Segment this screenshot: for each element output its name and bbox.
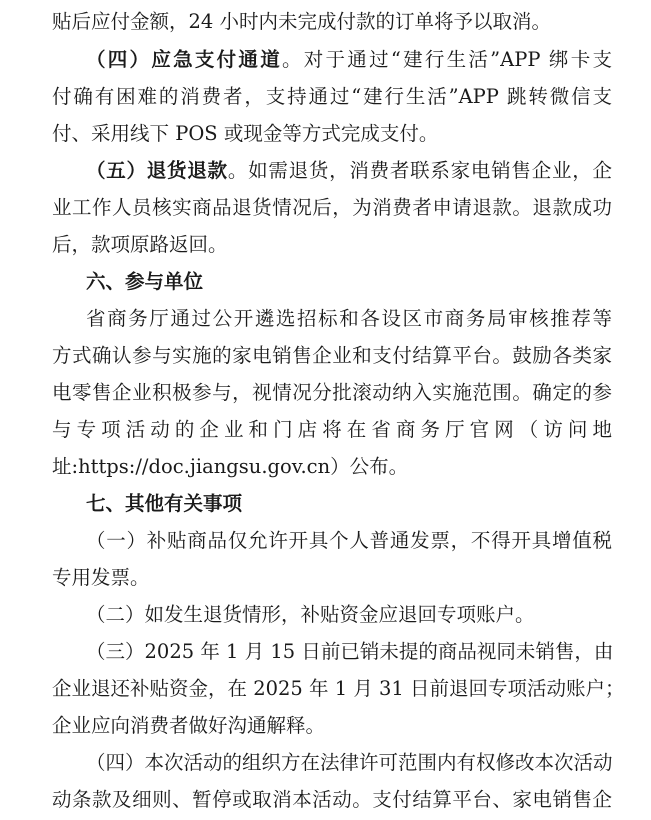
paragraph-line: 动条款及细则、暂停或取消本活动。支付结算平台、家电销售企 (52, 788, 612, 811)
paragraph-line: 企业退还补贴资金，在 2025 年 1 月 31 日前退回专项活动账户； (52, 677, 625, 700)
section-heading: 七、其他有关事项 (86, 492, 243, 515)
paragraph-line: （二）如发生退货情形，补贴资金应退回专项账户。 (86, 603, 535, 626)
paragraph-line: 省商务厅通过公开遴选招标和各设区市商务局审核推荐等 (86, 307, 612, 330)
paragraph-line: 专用发票。 (52, 566, 150, 589)
paragraph-line: 付、采用线下 POS 或现金等方式完成支付。 (52, 122, 439, 145)
paragraph-line: （四）本次活动的组织方在法律许可范围内有权修改本次活动 (86, 751, 613, 774)
clause-title: （五）退货退款 (86, 159, 228, 182)
paragraph-line (86, 157, 612, 185)
paragraph-line (86, 46, 612, 74)
paragraph-line: 址:https://doc.jiangsu.gov.cn）公布。 (52, 455, 409, 478)
paragraph-line: 贴后应付金额，24 小时内未完成付款的订单将予以取消。 (52, 10, 552, 33)
section-heading: 六、参与单位 (86, 270, 204, 293)
paragraph-line: 方式确认参与实施的家电销售企业和支付结算平台。鼓励各类家 (52, 344, 612, 367)
paragraph-line: 企业应向消费者做好沟通解释。 (52, 714, 326, 737)
clause-text: 。如需退货，消费者联系家电销售企业，企 (227, 159, 612, 182)
clause-text: 。对于通过“建行生活”APP 绑卡支 (281, 48, 612, 71)
clause-title: （四）应急支付通道 (86, 48, 282, 71)
paragraph-line: （三）2025 年 1 月 15 日前已销未提的商品视同未销售，由 (86, 640, 614, 663)
paragraph-line: 电零售企业积极参与，视情况分批滚动纳入实施范围。确定的参 (52, 381, 612, 404)
paragraph-line: 付确有困难的消费者，支持通过“建行生活”APP 跳转微信支 (52, 85, 612, 108)
paragraph-line: 业工作人员核实商品退货情况后，为消费者申请退款。退款成功 (52, 196, 612, 219)
paragraph-line: （一）补贴商品仅允许开具个人普通发票，不得开具增值税 (86, 529, 612, 552)
paragraph-line: 后，款项原路返回。 (52, 233, 228, 256)
paragraph-line: 与专项活动的企业和门店将在省商务厅官网（访问地 (52, 418, 612, 441)
